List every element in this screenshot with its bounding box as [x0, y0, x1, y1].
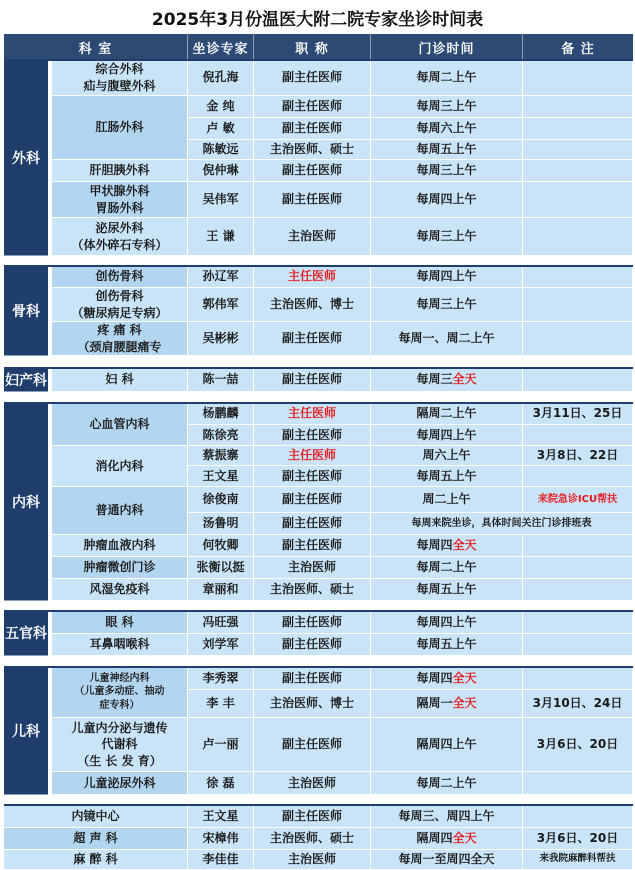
doctor-title: 副主任医师 [254, 667, 371, 690]
clinic-time: 每周四上午 [371, 425, 523, 446]
doctor-name: 王 谦 [188, 218, 254, 256]
note-cell [523, 60, 633, 96]
category-label: 儿科 [4, 667, 48, 795]
doctor-name: 金 纯 [188, 96, 254, 118]
doctor-title: 副主任医师 [254, 96, 371, 118]
department-cell: 风湿免疫科 [52, 579, 188, 601]
note-cell [523, 266, 633, 288]
note-cell: 来我院麻醉科帮扶 [523, 850, 633, 870]
doctor-name: 王文星 [188, 805, 254, 828]
note-cell [523, 160, 633, 182]
note-cell [523, 368, 633, 392]
doctor-title: 主治医师 [254, 772, 371, 795]
note-cell [523, 579, 633, 601]
clinic-time-prefix: 每周三 [416, 372, 453, 387]
clinic-time: 每周四上午 [371, 182, 523, 218]
clinic-time-fullday: 全天 [452, 538, 477, 553]
note-cell: 3月6日、20日 [523, 718, 633, 772]
note-cell [523, 218, 633, 256]
department-cell: 心血管内科 [52, 403, 188, 446]
note-cell: 3月11日、25日 [523, 403, 633, 425]
doctor-name: 汤鲁明 [188, 513, 254, 535]
doctor-title: 主治医师 [254, 850, 371, 870]
section-divider [4, 402, 633, 404]
department-cell: 儿童神经内科 （儿童多动症、抽动 症专科） [52, 667, 188, 718]
doctor-name: 吴伟军 [188, 182, 254, 218]
doctor-name: 冯旺强 [188, 611, 254, 634]
note-cell [523, 805, 633, 828]
note-cell [523, 557, 633, 579]
section-divider [4, 610, 633, 612]
doctor-title: 主治医师、硕士 [254, 140, 371, 160]
note-cell [523, 288, 633, 322]
doctor-title: 主任医师 [254, 266, 371, 288]
department-cell: 泌尿外科 （体外碎石专科） [52, 218, 188, 256]
doctor-title: 副主任医师 [254, 322, 371, 356]
note-cell [523, 140, 633, 160]
doctor-title: 副主任医师 [254, 425, 371, 446]
category-label: 外科 [4, 60, 48, 256]
clinic-time: 周六上午 [371, 446, 523, 466]
clinic-time: 每周来院坐诊，具体时间关注门诊排班表 [371, 513, 633, 535]
doctor-name: 卢一丽 [188, 718, 254, 772]
note-cell [523, 466, 633, 487]
doctor-title: 副主任医师 [254, 611, 371, 634]
section-divider [4, 265, 633, 267]
clinic-time-fullday: 全天 [452, 831, 477, 846]
doctor-title: 副主任医师 [254, 634, 371, 656]
clinic-time: 每周二上午 [371, 60, 523, 96]
doctor-title: 主治医师 [254, 218, 371, 256]
clinic-time [371, 828, 523, 850]
doctor-name: 宋樟伟 [188, 828, 254, 850]
clinic-time: 每周六上午 [371, 118, 523, 140]
department-cell: 创伤骨科 （糖尿病足专病） [52, 288, 188, 322]
doctor-name: 倪孔海 [188, 60, 254, 96]
clinic-time-prefix: 隔周一 [416, 696, 453, 711]
category-label: 妇产科 [4, 368, 48, 392]
doctor-title: 副主任医师 [254, 118, 371, 140]
section-divider [4, 367, 633, 369]
section-divider [4, 666, 633, 668]
clinic-time-prefix: 隔周四 [416, 831, 453, 846]
col-header-dept: 科 室 [4, 34, 188, 60]
page-title: 2025年3月份温医大附二院专家坐诊时间表 [151, 9, 484, 30]
doctor-name: 倪仲琳 [188, 160, 254, 182]
doctor-name: 杨鹏麟 [188, 403, 254, 425]
note-cell: 来院急诊ICU帮扶 [523, 487, 633, 513]
doctor-title: 主任医师 [254, 403, 371, 425]
doctor-title: 副主任医师 [254, 60, 371, 96]
doctor-title: 主任医师 [254, 446, 371, 466]
clinic-time: 周二上午 [371, 487, 523, 513]
col-header-note: 备 注 [561, 41, 595, 57]
clinic-time: 每周五上午 [371, 634, 523, 656]
clinic-time: 每周三上午 [371, 96, 523, 118]
doctor-name: 徐俊南 [188, 487, 254, 513]
note-cell [523, 772, 633, 795]
doctor-name: 吴彬彬 [188, 322, 254, 356]
doctor-title: 主治医师、博士 [254, 690, 371, 718]
clinic-time [371, 690, 523, 718]
doctor-name: 何牧卿 [188, 535, 254, 557]
doctor-name: 孙辽军 [188, 266, 254, 288]
clinic-time: 每周一至周四全天 [371, 850, 523, 870]
clinic-time: 每周三上午 [371, 160, 523, 182]
department-cell: 肝胆胰外科 [52, 160, 188, 182]
note-cell [523, 667, 633, 690]
clinic-time: 每周三上午 [371, 218, 523, 256]
doctor-name: 刘学军 [188, 634, 254, 656]
clinic-time-fullday: 全天 [452, 696, 477, 711]
col-header-time: 门诊时间 [371, 34, 523, 60]
doctor-name: 李秀翠 [188, 667, 254, 690]
clinic-time: 每周四上午 [371, 611, 523, 634]
col-header-title: 职 称 [254, 34, 371, 60]
note-cell [523, 535, 633, 557]
department-cell: 儿童内分泌与遗传 代谢科 （生 长 发 育） [52, 718, 188, 772]
doctor-name: 王文星 [188, 466, 254, 487]
category-label: 内科 [4, 403, 48, 601]
department-cell: 甲状腺外科 胃肠外科 [52, 182, 188, 218]
department-cell: 肛肠外科 [52, 96, 188, 160]
note-cell [523, 634, 633, 656]
clinic-time-fullday: 全天 [452, 372, 477, 387]
doctor-name: 李佳佳 [188, 850, 254, 870]
doctor-name: 李 丰 [188, 690, 254, 718]
doctor-name: 陈徐亮 [188, 425, 254, 446]
department-cell: 妇 科 [52, 368, 188, 392]
table-header [4, 34, 633, 60]
doctor-name: 蔡振寨 [188, 446, 254, 466]
department-cell: 创伤骨科 [52, 266, 188, 288]
clinic-time: 每周二上午 [371, 557, 523, 579]
clinic-time: 隔周四上午 [371, 718, 523, 772]
doctor-title: 副主任医师 [254, 368, 371, 392]
clinic-time: 每周三、周四上午 [371, 805, 523, 828]
department-cell: 普通内科 [52, 487, 188, 535]
clinic-time: 每周五上午 [371, 579, 523, 601]
note-cell [523, 96, 633, 118]
doctor-name: 徐 磊 [188, 772, 254, 795]
department-cell: 消化内科 [52, 446, 188, 487]
doctor-name: 陈敏远 [188, 140, 254, 160]
department-cell: 麻 醉 科 [4, 850, 188, 870]
clinic-time: 每周一、周二上午 [371, 322, 523, 356]
department-cell: 肿瘤微创门诊 [52, 557, 188, 579]
department-cell: 内镜中心 [4, 805, 188, 828]
department-cell: 疼 痛 科 （颈肩腰腿痛专 [52, 322, 188, 356]
clinic-time [371, 368, 523, 392]
note-cell: 3月10日、24日 [523, 690, 633, 718]
doctor-name: 陈一喆 [188, 368, 254, 392]
doctor-title: 副主任医师 [254, 182, 371, 218]
doctor-title: 主治医师、硕士 [254, 579, 371, 601]
section-divider [4, 804, 633, 806]
doctor-name: 章丽和 [188, 579, 254, 601]
doctor-title: 副主任医师 [254, 160, 371, 182]
doctor-title: 主治医师、博士 [254, 288, 371, 322]
department-cell: 耳鼻咽喉科 [52, 634, 188, 656]
category-label: 骨科 [4, 266, 48, 356]
note-cell: 3月6日、20日 [523, 828, 633, 850]
clinic-time: 每周四上午 [371, 266, 523, 288]
doctor-title: 副主任医师 [254, 513, 371, 535]
section-divider [4, 59, 633, 61]
doctor-name: 张衡以挺 [188, 557, 254, 579]
doctor-name: 卢 敏 [188, 118, 254, 140]
doctor-title: 副主任医师 [254, 535, 371, 557]
note-cell [523, 425, 633, 446]
clinic-time-fullday: 全天 [452, 670, 477, 685]
doctor-title: 副主任医师 [254, 718, 371, 772]
clinic-time: 每周三上午 [371, 288, 523, 322]
doctor-name: 郭伟军 [188, 288, 254, 322]
note-cell: 3月8日、22日 [523, 446, 633, 466]
clinic-time-prefix: 每周四 [416, 670, 453, 685]
department-cell: 肿瘤血液内科 [52, 535, 188, 557]
clinic-time: 每周二上午 [371, 772, 523, 795]
note-cell [523, 611, 633, 634]
clinic-time [371, 535, 523, 557]
doctor-title: 主治医师 [254, 557, 371, 579]
department-cell: 儿童泌尿外科 [52, 772, 188, 795]
doctor-title: 副主任医师 [254, 487, 371, 513]
note-cell [523, 118, 633, 140]
department-cell: 综合外科 疝与腹壁外科 [52, 60, 188, 96]
department-cell: 超 声 科 [4, 828, 188, 850]
note-cell [523, 182, 633, 218]
doctor-title: 主治医师、硕士 [254, 828, 371, 850]
doctor-title: 副主任医师 [254, 805, 371, 828]
col-header-doctor: 坐诊专家 [188, 34, 254, 60]
clinic-time: 每周五上午 [371, 466, 523, 487]
doctor-title: 副主任医师 [254, 466, 371, 487]
clinic-time: 隔周二上午 [371, 403, 523, 425]
category-label: 五官科 [4, 611, 48, 656]
note-cell [523, 322, 633, 356]
department-cell: 眼 科 [52, 611, 188, 634]
clinic-time: 每周五上午 [371, 140, 523, 160]
clinic-time [371, 667, 523, 690]
clinic-time-prefix: 每周四 [416, 538, 453, 553]
